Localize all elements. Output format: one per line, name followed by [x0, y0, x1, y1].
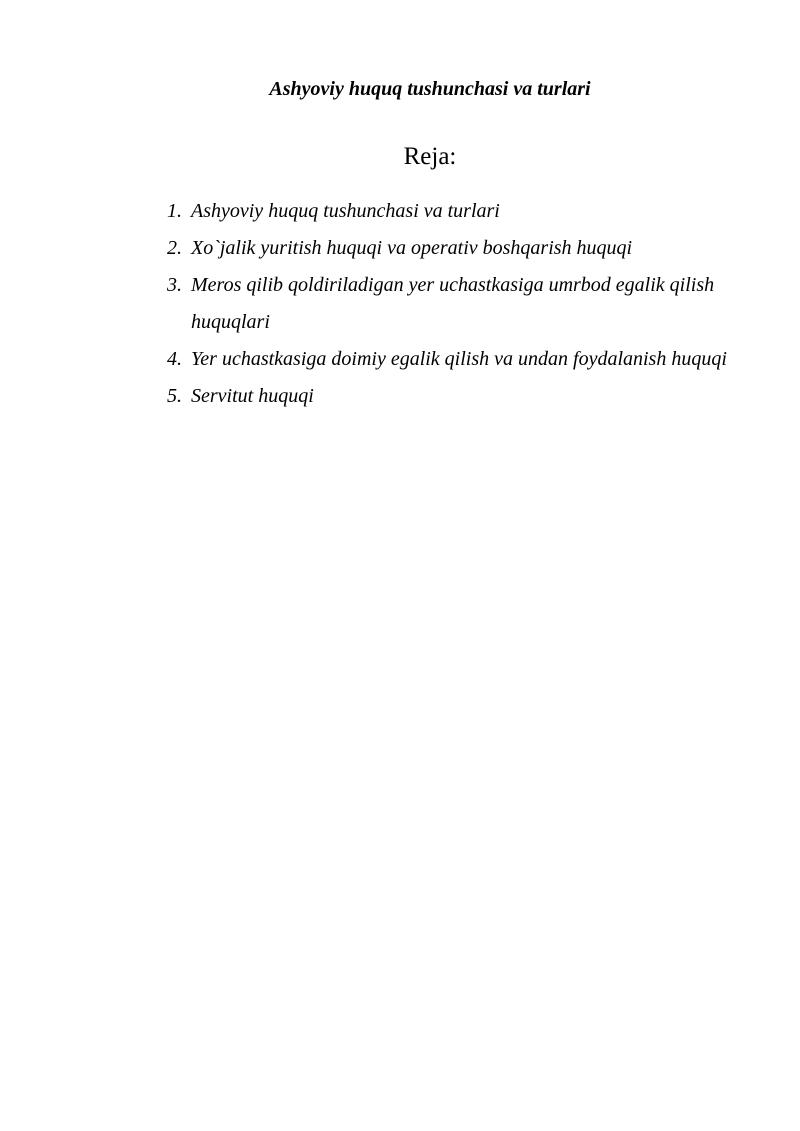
list-item — [167, 341, 727, 378]
list-item-number: 4. — [167, 348, 182, 370]
list-item-text: Ashyoviy huquq tushunchasi va turlari — [191, 200, 500, 222]
list-item — [167, 267, 727, 341]
list-item-text: Yer uchastkasiga doimiy egalik qilish va undan foydalanish huquqi — [191, 348, 727, 370]
document-title: Ashyoviy huquq tushunchasi va turlari — [269, 78, 591, 100]
list-item-text: Servitut huquqi — [191, 385, 314, 407]
list-item-number: 2. — [167, 237, 182, 259]
list-item-number: 1. — [167, 200, 182, 222]
list-item-text: Xo`jalik yuritish huquqi va operativ boshqarish huquqi — [191, 237, 633, 259]
plan-heading: Reja: — [403, 143, 457, 170]
list-item-number: 5. — [167, 385, 182, 407]
plan-list — [167, 193, 727, 415]
list-item-text: Meros qilib qoldiriladigan yer uchastkasiga umrbod egalik qilish huquqlari — [191, 274, 715, 333]
list-item — [167, 193, 727, 230]
list-item — [167, 230, 727, 267]
list-item-number: 3. — [167, 274, 182, 296]
list-item — [167, 378, 727, 415]
